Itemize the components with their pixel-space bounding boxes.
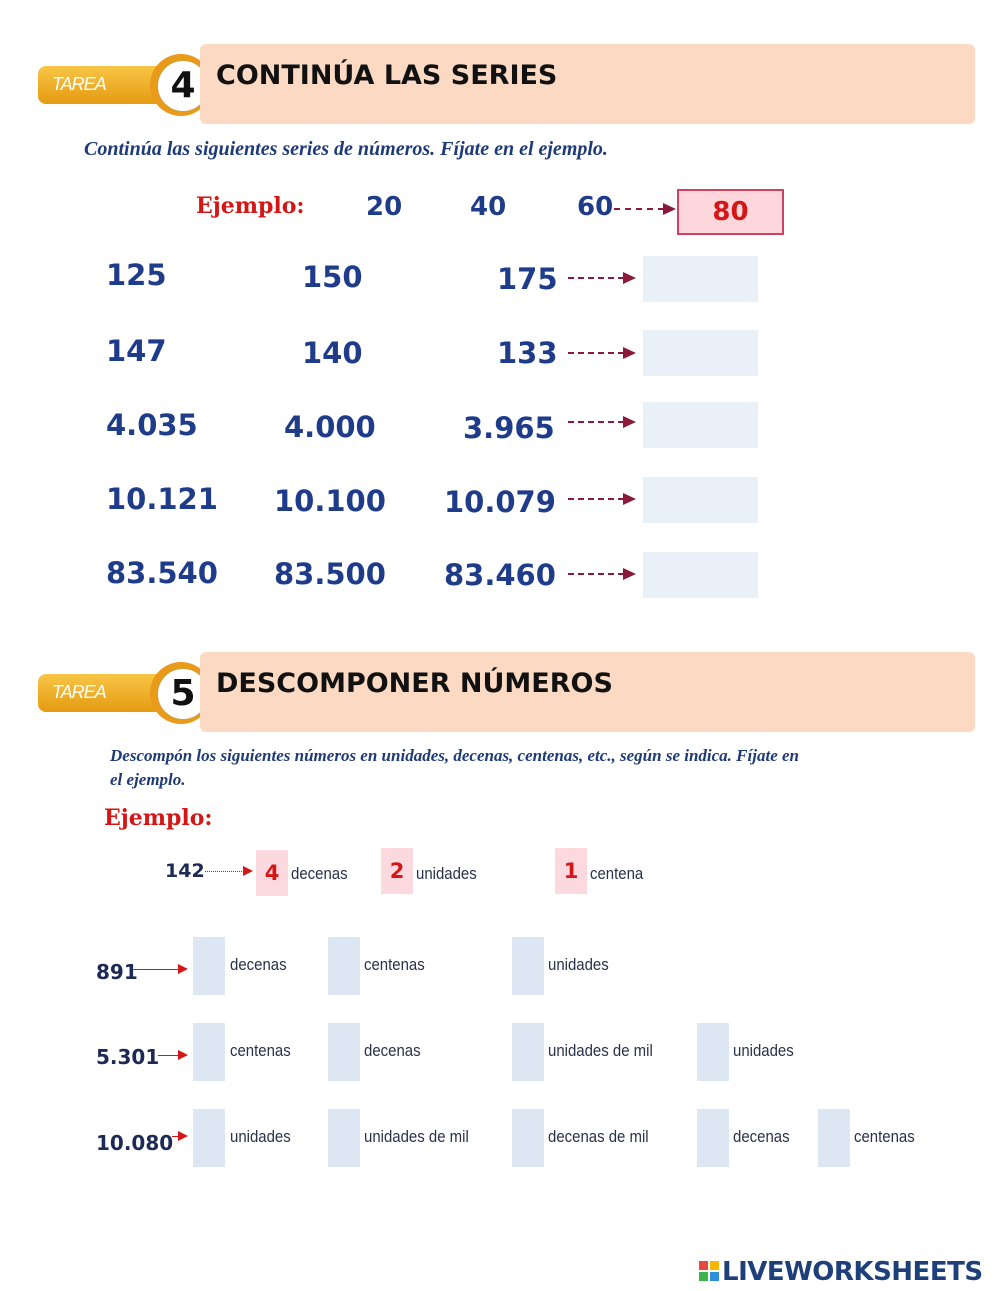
- decompose-2-box-1[interactable]: [193, 1023, 225, 1081]
- series-1-value-2: 150: [302, 260, 363, 294]
- series-2-answer-box[interactable]: [643, 330, 758, 376]
- example-value-3: 60: [577, 192, 614, 222]
- example-part-1-label: decenas: [291, 864, 348, 883]
- decompose-3-arrow: [172, 1131, 188, 1143]
- tarea-4-header: [200, 44, 975, 124]
- decompose-1-label-2: centenas: [364, 955, 425, 974]
- decompose-3-box-4[interactable]: [697, 1109, 729, 1167]
- decompose-3-label-5: centenas: [854, 1127, 915, 1146]
- decompose-3-label-1: unidades: [230, 1127, 291, 1146]
- tarea-4-title: CONTINÚA LAS SERIES: [216, 60, 558, 91]
- series-1-arrow: [568, 270, 636, 286]
- series-3-answer-box[interactable]: [643, 402, 758, 448]
- series-4-value-3: 10.079: [444, 485, 556, 519]
- series-4-answer-box[interactable]: [643, 477, 758, 523]
- series-2-arrow: [568, 345, 636, 361]
- decompose-1-label-1: decenas: [230, 955, 287, 974]
- decompose-3-box-3[interactable]: [512, 1109, 544, 1167]
- decompose-2-box-4[interactable]: [697, 1023, 729, 1081]
- example-number: 142: [165, 860, 205, 882]
- decompose-3-label-4: decenas: [733, 1127, 790, 1146]
- tarea-4-badge: [38, 54, 198, 118]
- series-1-value-1: 125: [106, 258, 167, 292]
- example-answer-box: 80: [677, 189, 784, 235]
- series-3-value-2: 4.000: [284, 410, 376, 444]
- decompose-3-number: 10.080: [96, 1131, 174, 1155]
- series-4-arrow: [568, 491, 636, 507]
- series-5-value-1: 83.540: [106, 556, 218, 590]
- decompose-2-label-1: centenas: [230, 1041, 291, 1060]
- series-5-value-3: 83.460: [444, 558, 556, 592]
- tarea-5-title: DESCOMPONER NÚMEROS: [216, 668, 613, 699]
- decompose-1-number: 891: [96, 960, 138, 984]
- decompose-3-box-2[interactable]: [328, 1109, 360, 1167]
- series-2-value-3: 133: [497, 336, 558, 370]
- series-5-arrow: [568, 566, 636, 582]
- decompose-3-label-3: decenas de mil: [548, 1127, 649, 1146]
- badge-label: TAREA: [52, 682, 106, 702]
- instruction-line-1: Descompón los siguientes números en unidades, decenas, centenas, etc., según se indica. Fíjate en: [110, 746, 799, 765]
- example-value-1: 20: [366, 192, 403, 222]
- decompose-1-arrow: [132, 964, 188, 976]
- tarea-5-badge: [38, 662, 198, 726]
- tarea-4-instruction: Continúa las siguientes series de números. Fíjate en el ejemplo.: [84, 138, 608, 160]
- example-part-3-value: 1: [555, 848, 587, 894]
- series-3-arrow: [568, 414, 636, 430]
- decompose-2-arrow: [158, 1050, 188, 1062]
- series-3-value-1: 4.035: [106, 408, 198, 442]
- series-1-answer-box[interactable]: [643, 256, 758, 302]
- series-5-answer-box[interactable]: [643, 552, 758, 598]
- decompose-2-label-2: decenas: [364, 1041, 421, 1060]
- decompose-1-box-3[interactable]: [512, 937, 544, 995]
- example-arrow: [614, 201, 676, 217]
- logo-icon: [699, 1261, 719, 1281]
- tarea-5-header: [200, 652, 975, 732]
- decompose-1-label-3: unidades: [548, 955, 609, 974]
- badge-label: TAREA: [52, 74, 106, 94]
- example-part-3-label: centena: [590, 864, 644, 883]
- series-2-value-1: 147: [106, 334, 167, 368]
- series-4-value-2: 10.100: [274, 484, 386, 518]
- decompose-1-box-1[interactable]: [193, 937, 225, 995]
- series-2-value-2: 140: [302, 336, 363, 370]
- decompose-3-box-5[interactable]: [818, 1109, 850, 1167]
- series-1-value-3: 175: [497, 262, 558, 296]
- decompose-2-label-4: unidades: [733, 1041, 794, 1060]
- decompose-1-box-2[interactable]: [328, 937, 360, 995]
- decompose-3-box-1[interactable]: [193, 1109, 225, 1167]
- tarea-5-instruction: [110, 744, 970, 792]
- decompose-2-label-3: unidades de mil: [548, 1041, 653, 1060]
- decompose-2-number: 5.301: [96, 1045, 160, 1069]
- decompose-2-box-3[interactable]: [512, 1023, 544, 1081]
- logo-text: LIVEWORKSHEETS: [722, 1257, 983, 1287]
- decompose-3-label-2: unidades de mil: [364, 1127, 469, 1146]
- tarea-5-example-label: Ejemplo:: [104, 805, 213, 831]
- example-part-2-label: unidades: [416, 864, 477, 883]
- badge-number: 4: [157, 60, 209, 112]
- decompose-2-box-2[interactable]: [328, 1023, 360, 1081]
- example-part-1-value: 4: [256, 850, 288, 896]
- badge-number: 5: [157, 668, 209, 720]
- example-part-2-value: 2: [381, 848, 413, 894]
- series-5-value-2: 83.500: [274, 557, 386, 591]
- series-3-value-3: 3.965: [463, 411, 555, 445]
- instruction-line-2: el ejemplo.: [110, 770, 186, 789]
- tarea-4-example-label: Ejemplo:: [196, 193, 305, 219]
- series-4-value-1: 10.121: [106, 482, 218, 516]
- example-arrow: [205, 866, 253, 878]
- example-value-2: 40: [470, 192, 507, 222]
